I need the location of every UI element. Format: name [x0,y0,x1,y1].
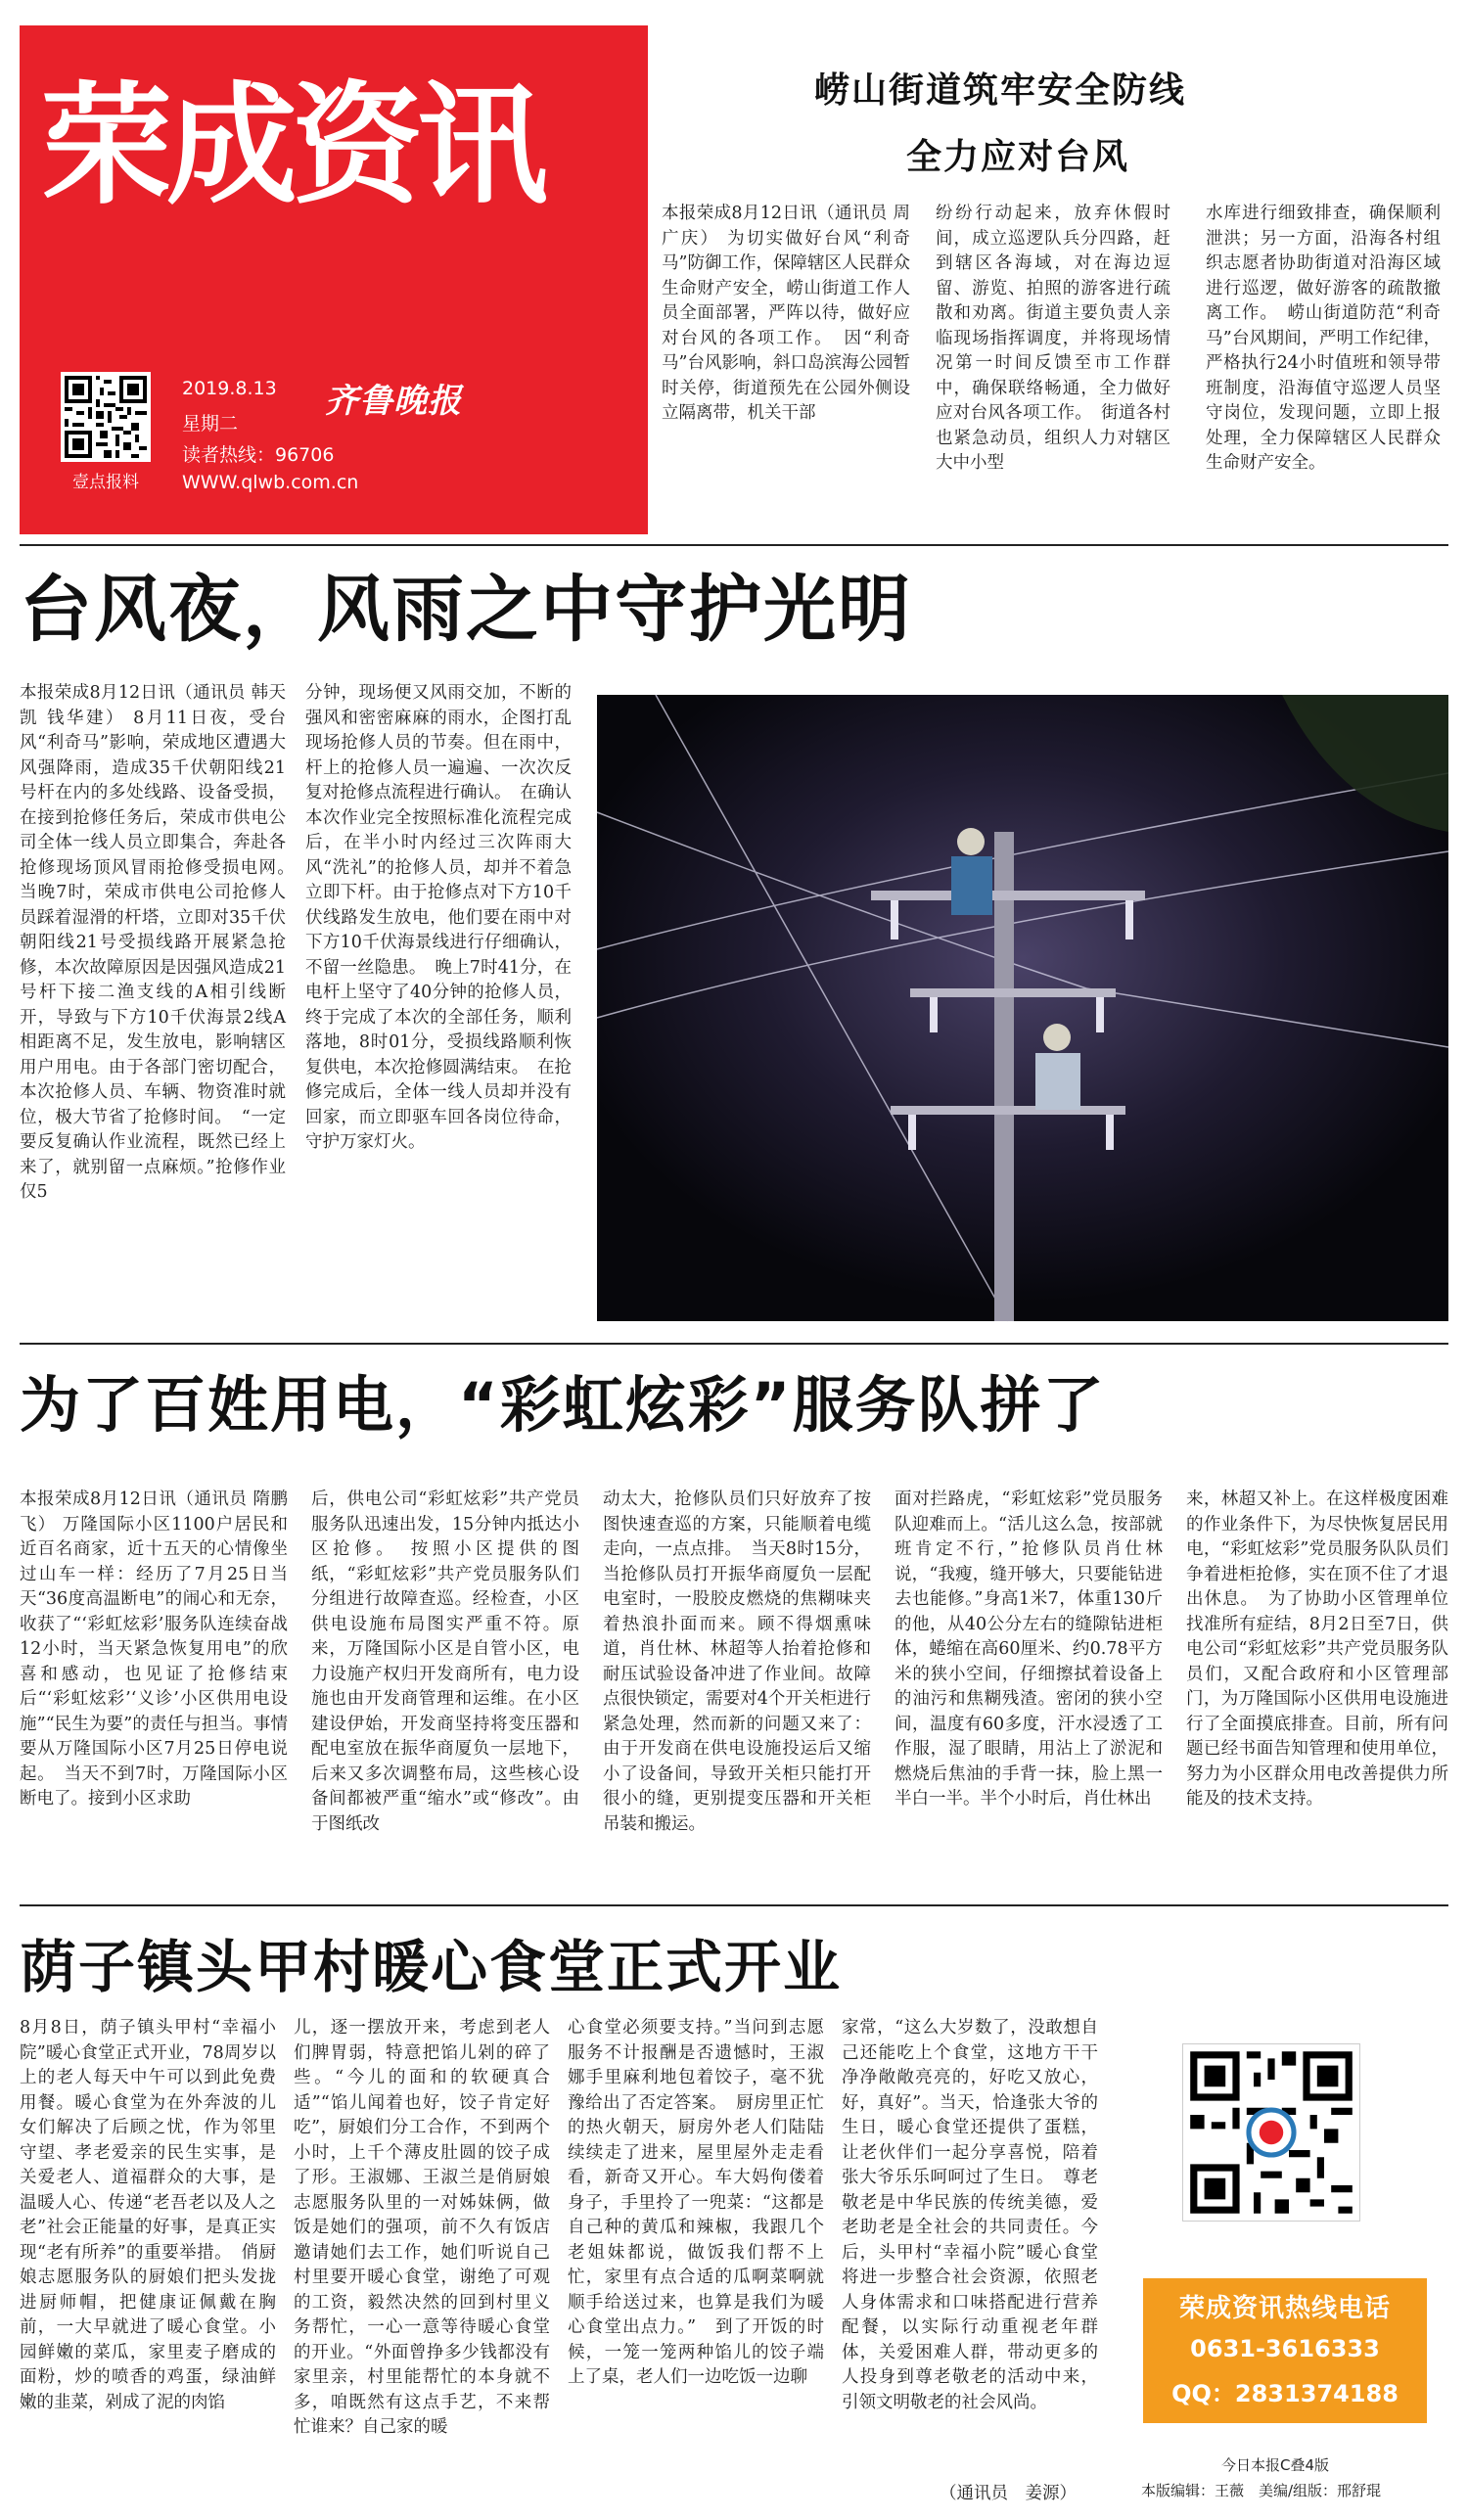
issue-weekday: 星期二 [182,413,239,435]
story2-col1: 本报荣成8月12日讯（通讯员 韩天凯 钱华建） 8月11日夜，受台风“利奇马”影响，荣成地区遭遇大风强降雨，造成35千伏朝阳线21号杆在内的多处线路、设备受损，在接到抢修任务后，荣成市供电公司全体一线人员立即集合，奔赴各抢修现场顶风冒雨抢修受损电网。 当晚7时，荣成市供电公司抢修人员踩着湿滑的杆塔，立即对35千伏朝阳线21号受损线路开展紧急抢修，本次故障原因是因强风造成21号杆下接二渔支线的A相引线断开，导致与下方10千伏海景2线A相距离不足，发生放电，影响辖区用户用电。由于各部门密切配合，本次抢修人员、车辆、物资准时就位，极大节省了抢修时间。 “一定要反复确认作业流程，既然已经上来了，就别留一点麻烦。”抢修作业仅5 [20,683,303,1202]
story2-title: 台风夜，风雨之中守护光明 [20,568,912,652]
masthead-title: 荣成资讯 [41,69,543,222]
story2-col2: 分钟，现场便又风雨交加，不断的强风和密密麻麻的雨水，企图打乱现场抢修人员的节奏。但在雨中，杆上的抢修人员一遍遍、一次次反复对抢修点流程进行确认。 在确认本次作业完全按照标准化流程完成后，在半小时内经过三次阵雨大风“洗礼”的抢修人员，却并不着急立即下杆。由于抢修点对下方10千伏线路发生放电，他们要在雨中对下方10千伏海景线进行仔细确认，不留一丝隐患。 晚上7时41分，在电杆上坚守了40分钟的抢修人员，终于完成了本次的全部任务，顺利落地，8时01分，受损线路顺利恢复供电，本次抢修圆满结束。 在抢修完成后，全体一线人员却并没有回家，而立即驱车回各岗位待命，守护万家灯火。 [305,683,572,1152]
story4-col3: 心食堂必须要支持。”当问到志愿服务不计报酬是否遗憾时，王淑娜手里麻利地包着饺子，毫不犹豫给出了否定答案。 厨房里正忙的热火朝天，厨房外老人们陆陆续续走了进来，屋里屋外走走看看，新奇又开心。车大妈佝偻着身子，手里拎了一兜菜：“这都是自己种的黄瓜和辣椒，我跟几个老姐妹都说，做饭我们帮不上忙，家里有点合适的瓜啊菜啊就顺手给送过来，也算是我们为暖心食堂出点力。” 到了开饭的时候，一笼一笼两种馅儿的饺子端上了桌，老人们一边吃饭一边聊 [568,2018,824,2387]
editor-credits: 本版编辑：王薇 美编/组版：邢舒琨 [1141,2482,1382,2499]
hotline-qq[interactable]: QQ：2831374188 [1171,2380,1399,2407]
story4-title: 荫子镇头甲村暖心食堂正式开业 [20,1934,843,2000]
issue-date: 2019.8.13 [182,378,277,399]
story1-col2: 纷纷行动起来，放弃休假时间，成立巡逻队兵分四路，赶到辖区各海域，对在海边逗留、游览、拍照的游客进行疏散和劝离。街道主要负责人亲临现场指挥调度，并将现场情况第一时间反馈至市工作群中，确保联络畅通，全力做好应对台风各项工作。 街道各村也紧急动员，组织人力对辖区大中小型 [936,204,1170,473]
qr-code[interactable] [61,372,151,462]
hotline-box [1143,2278,1427,2423]
story4-credit: （通讯员 姜源） [940,2484,1077,2503]
story1-title-line2: 全力应对台风 [906,137,1130,177]
edition-note: 今日本报C叠4版 [1221,2456,1330,2474]
story4-col4: 家常，“这么大岁数了，没敢想自己还能吃上个食堂，这地方干干净净敞敞亮亮的，好吃又放心，好，真好”。当天，恰逢张大爷的生日，暖心食堂还提供了蛋糕，让老伙伴们一起分享喜悦，陪着张大爷乐乐呵呵过了生日。 尊老敬老是中华民族的传统美德，爱老助老是全社会的共同责任。今后，头甲村“幸福小院”暖心食堂将进一步整合社会资源，依照老人身体需求和口味搭配进行营养配餐，以实际行动重视老年群体，关爱困难人群，带动更多的人投身到尊老敬老的活动中来，引领文明敬老的社会风尚。 [842,2018,1098,2412]
story3-col2: 后，供电公司“彩虹炫彩”共产党员服务队迅速出发，15分钟内抵达小区抢修。 按照小区提供的图纸，“彩虹炫彩”共产党员服务队们分组进行故障查巡。经检查，小区供电设施布局图实严重不符。原来，万隆国际小区是自管小区，电力设施产权归开发商所有，电力设施也由开发商管理和运维。在小区建设伊始，开发商坚持将变压器和配电室放在振华商厦负一层地下，后来又多次调整布局，这些核心设备间都被严重“缩水”或“修改”。由于图纸改 [311,1489,579,1834]
hotline-title: 荣成资讯热线电话 [1178,2294,1391,2323]
story3-col4: 面对拦路虎，“彩虹炫彩”党员服务队迎难而上。“活儿这么急，按部就班肯定不行，”抢修队员肖仕林说，“我瘦，缝开够大，只要能钻进去也能修。”身高1米7，体重130斤的他，从40公分左右的缝隙钻进柜体，蜷缩在高60厘米、约0.78平方米的狭小空间，仔细擦拭着设备上的油污和焦糊残渣。密闭的狭小空间，温度有60多度，汗水浸透了工作服，湿了眼睛，用沾上了淤泥和燃烧后焦油的手背一抹，脸上黑一半白一半。半个小时后，肖仕林出 [895,1489,1163,1809]
story4-col2: 儿，逐一摆放开来，考虑到老人们脾胃弱，特意把馅儿剁的碎了些。“今儿的面和的软硬真合适”“馅儿闻着也好，饺子肯定好吃”，厨娘们分工合作，不到两个小时，上千个薄皮肚圆的饺子成了形。王淑娜、王淑兰是俏厨娘志愿服务队里的一对姊妹俩，做饭是她们的强项，前不久有饭店邀请她们去工作，她们听说自己村里要开暖心食堂，谢绝了可观的工资，毅然决然的回到村里义务帮忙，一心一意等待暖心食堂的开业。“外面曾挣多少钱都没有家里亲，村里能帮忙的本身就不多，咱既然有这点手艺，不来帮忙谁来？自己家的暖 [294,2018,550,2437]
website-link[interactable]: WWW.qlwb.com.cn [182,472,359,493]
story1-col1: 本报荣成8月12日讯（通讯员 周广庆） 为切实做好台风“利奇马”防御工作，保障辖区人民群众生命财产安全，崂山街道工作人员全面部署，严阵以待，做好应对台风的各项工作。 因“利奇马”台风影响，斜口岛滨海公园暂时关停，街道预先在公园外侧设立隔离带，机关干部 [662,204,910,423]
paper-logo: 齐鲁晚报 [325,382,462,421]
story1-col3: 水库进行细致排查，确保顺利泄洪；另一方面，沿海各村组织志愿者协助街道对沿海区域进行巡逻，做好游客的疏散撤离工作。 崂山街道防范“利奇马”台风期间，严明工作纪律，严格执行24小时值班和领导带班制度，沿海值守巡逻人员坚守岗位，发现问题，立即上报处理，全力保障辖区人民群众生命财产安全。 [1206,204,1441,473]
story1-title-line1: 崂山街道筑牢安全防线 [814,70,1187,111]
divider [20,1343,1448,1345]
reader-hotline: 读者热线：96706 [182,444,335,466]
repair-photo [597,695,1448,1321]
qr-caption: 壹点报料 [72,473,139,492]
divider [20,544,1448,546]
story3-col1: 本报荣成8月12日讯（通讯员 隋鹏飞） 万隆国际小区1100户居民和近百名商家，近十五天的心情像坐过山车一样：经历了7月25日当天“36度高温断电”的闹心和无奈，收获了“‘彩虹炫彩’服务队连续奋战12小时，当天紧急恢复用电”的欣喜和感动，也见证了抢修结束后“‘彩虹炫彩’‘义诊’小区供用电设施”“民生为要”的责任与担当。事情要从万隆国际小区7月25日停电说起。 当天不到7时，万隆国际小区断电了。接到小区求助 [20,1489,288,1809]
story4-col1: 8月8日，荫子镇头甲村“幸福小院”暖心食堂正式开业，78周岁以上的老人每天中午可以到此免费用餐。暖心食堂为在外奔波的儿女们解决了后顾之忧，作为邻里守望、孝老爱亲的民生实事，是关爱老人、道福群众的大事，是温暖人心、传递“老吾老以及人之老”社会正能量的好事，是真正实现“老有所养”的重要举措。 俏厨娘志愿服务队的厨娘们把头发拢进厨师帽，把健康证佩戴在胸前，一大早就进了暖心食堂。小园鲜嫩的菜瓜，家里麦子磨成的面粉，炒的喷香的鸡蛋，绿油鲜嫩的韭菜，剁成了泥的肉馅 [20,2018,276,2412]
story3-col5: 来，林超又补上。在这样极度困难的作业条件下，为尽快恢复居民用电，“彩虹炫彩”党员服务队队员们争着进柜抢修，实在顶不住了才退出休息。 为了协助小区管理单位找准所有症结，8月2日至7日，供电公司“彩虹炫彩”共产党员服务队员们，又配合政府和小区管理部门，为万隆国际小区供用电设施进行了全面摸底排查。目前，所有问题已经书面告知管理和使用单位，努力为小区群众用电改善提供力所能及的技术支持。 [1186,1489,1448,1809]
hotline-phone[interactable]: 0631-3616333 [1190,2335,1380,2362]
sidebar-qr-code[interactable] [1182,2043,1360,2222]
masthead [20,25,648,534]
divider [20,1904,1448,1906]
story3-title: 为了百姓用电，“彩虹炫彩”服务队拼了 [20,1369,1106,1441]
story3-col3: 动太大，抢修队员们只好放弃了按图快速查巡的方案，只能顺着电缆走向，一点点排。 当天8时15分，当抢修队员打开振华商厦负一层配电室时，一股胶皮燃烧的焦糊味夹着热浪扑面而来。顾不得烟熏味道，肖仕林、林超等人抬着抢修和耐压试验设备冲进了作业间。故障点很快锁定，需要对4个开关柜进行紧急处理，然而新的问题又来了：由于开发商在供电设施投运后又缩小了设备间，导致开关柜只能打开很小的缝，更别提变压器和开关柜吊装和搬运。 [603,1489,871,1834]
